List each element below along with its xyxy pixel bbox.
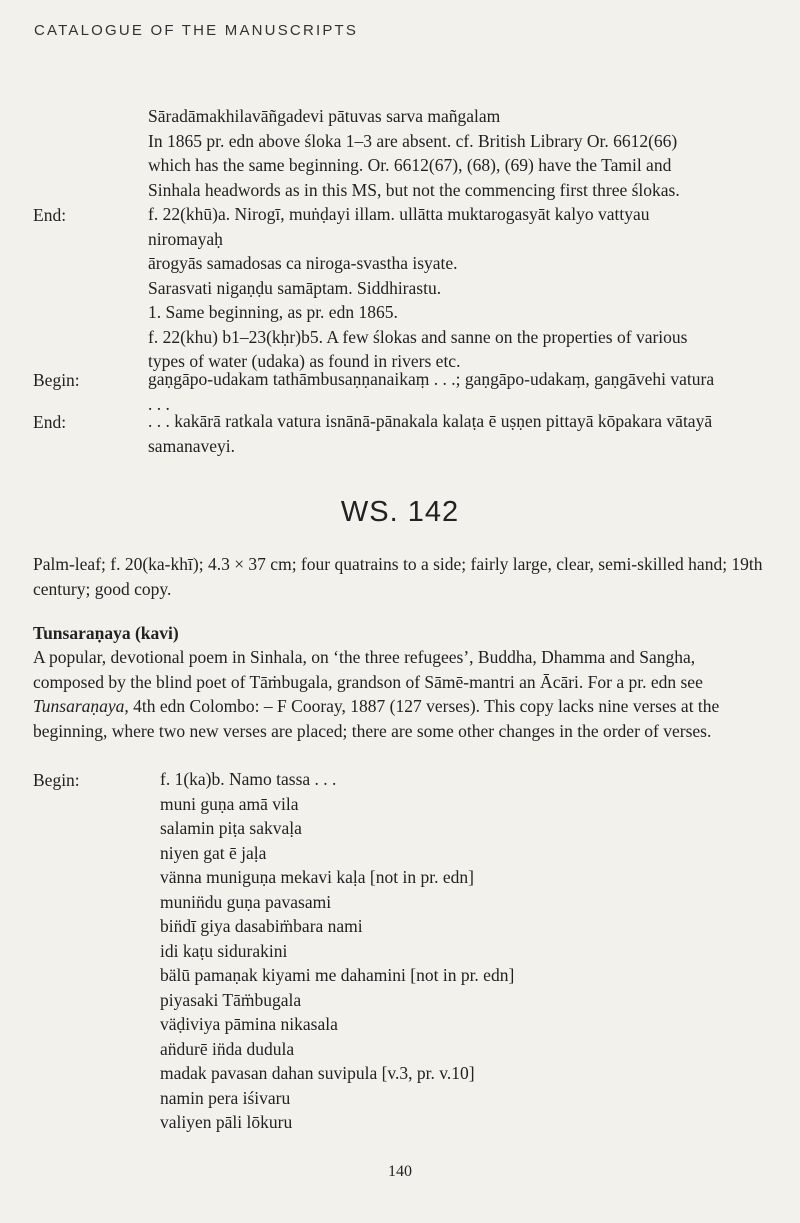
verse-begin-label: Begin: bbox=[33, 770, 80, 790]
entry-body-part1: A popular, devotional poem in Sinhala, on ‘the three refugees’, Buddha, Dhamma and Sangha, composed by the blind poet of Tāṁbugala, grandson of Sāmē-mantri an Ācāri. For a pr. edn see bbox=[33, 647, 703, 692]
verse-line: niyen gat ē jaḷa bbox=[160, 842, 267, 863]
intro-lines: Sāradāmakhilavāñgadevi pātuvas sarva mañgalam In 1865 pr. edn above śloka 1–3 are absent. cf. British Library Or. 6612(66) which has the same beginning. Or. 6612(67), (68), (69) have the Tamil and Sinhala headwords as in this MS, but not the commencing first three ślokas. bbox=[148, 106, 680, 200]
verse-line: bälū pamaṇak kiyami me dahamini [not in pr. edn] bbox=[160, 965, 515, 985]
verse-line: munin̈du guṇa pavasami bbox=[160, 891, 332, 912]
verse-line: muni guṇa amā vila bbox=[160, 793, 299, 814]
verse-line: bin̈dī giya dasabim̈bara nami bbox=[160, 916, 363, 936]
verse-line: vänna muniguṇa mekavi kaḷa [not in pr. edn] bbox=[160, 867, 474, 887]
entry-title: Tunsaraṇaya (kavi) bbox=[33, 623, 179, 643]
running-head: CATALOGUE OF THE MANUSCRIPTS bbox=[34, 22, 359, 39]
verse-block bbox=[160, 767, 760, 1135]
end-text: f. 22(khū)a. Nirogī, muṅḍayi illam. ullātta muktarogasyāt kalyo vattyau niromayaḥ ārogyās samadosas ca niroga-svastha isyate. Sarasvati nigaṇḍu samāptam. Siddhirastu. 1. Same beginning, as pr. edn 1865. f. 22(khu) b1–23(kḥr)b5. A few ślokas and sanne on the properties of various types of water (udaka) as found in rivers etc. bbox=[148, 204, 688, 371]
entry-body-part2: 4th edn Colombo: – F Cooray, 1887 (127 verses). This copy lacks nine verses at the beginning, where two new verses are placed; there are some other changes in the order of verses. bbox=[33, 696, 720, 741]
verse-line: piyasaki Tām̈bugala bbox=[160, 989, 302, 1010]
end-label: End: bbox=[33, 205, 67, 225]
verse-line: an̈durē in̈da dudula bbox=[160, 1038, 295, 1059]
begin-text: gaṇgāpo-udakam tathāmbusaṇṇanaikaṃ . . .; gaṇgāpo-udakaṃ, gaṇgāvehi vatura . . . bbox=[148, 369, 715, 414]
entry-body-italic-title: Tunsaraṇaya, bbox=[33, 696, 129, 716]
verse-line: salamin piṭa sakvaḷa bbox=[160, 818, 302, 838]
verse-first-line: f. 1(ka)b. Namo tassa . . . bbox=[160, 769, 337, 789]
verse-line: madak pavasan dahan suvipula [v.3, pr. v.10] bbox=[160, 1063, 475, 1083]
end2-text: . . . kakārā ratkala vatura isnānā-pānakala kalaṭa ē uṣṇen pittayā kōpakara vātayā samanaveyi. bbox=[148, 411, 713, 456]
entry-body bbox=[33, 645, 768, 743]
physical-description: Palm-leaf; f. 20(ka-khī); 4.3 × 37 cm; four quatrains to a side; fairly large, clear, semi-skilled hand; 19th century; good copy. bbox=[33, 554, 763, 599]
verse-line: namin pera iśivaru bbox=[160, 1087, 291, 1108]
verse-line: idi kaṭu sidurakini bbox=[160, 940, 288, 961]
verse-line: valiyen pāli lōkuru bbox=[160, 1112, 293, 1132]
end2-label: End: bbox=[33, 412, 67, 432]
begin-label: Begin: bbox=[33, 370, 80, 390]
manuscript-heading: WS. 142 bbox=[340, 496, 460, 528]
verse-line: väḍiviya pāmina nikasala bbox=[160, 1014, 338, 1034]
page-number: 140 bbox=[388, 1163, 412, 1180]
